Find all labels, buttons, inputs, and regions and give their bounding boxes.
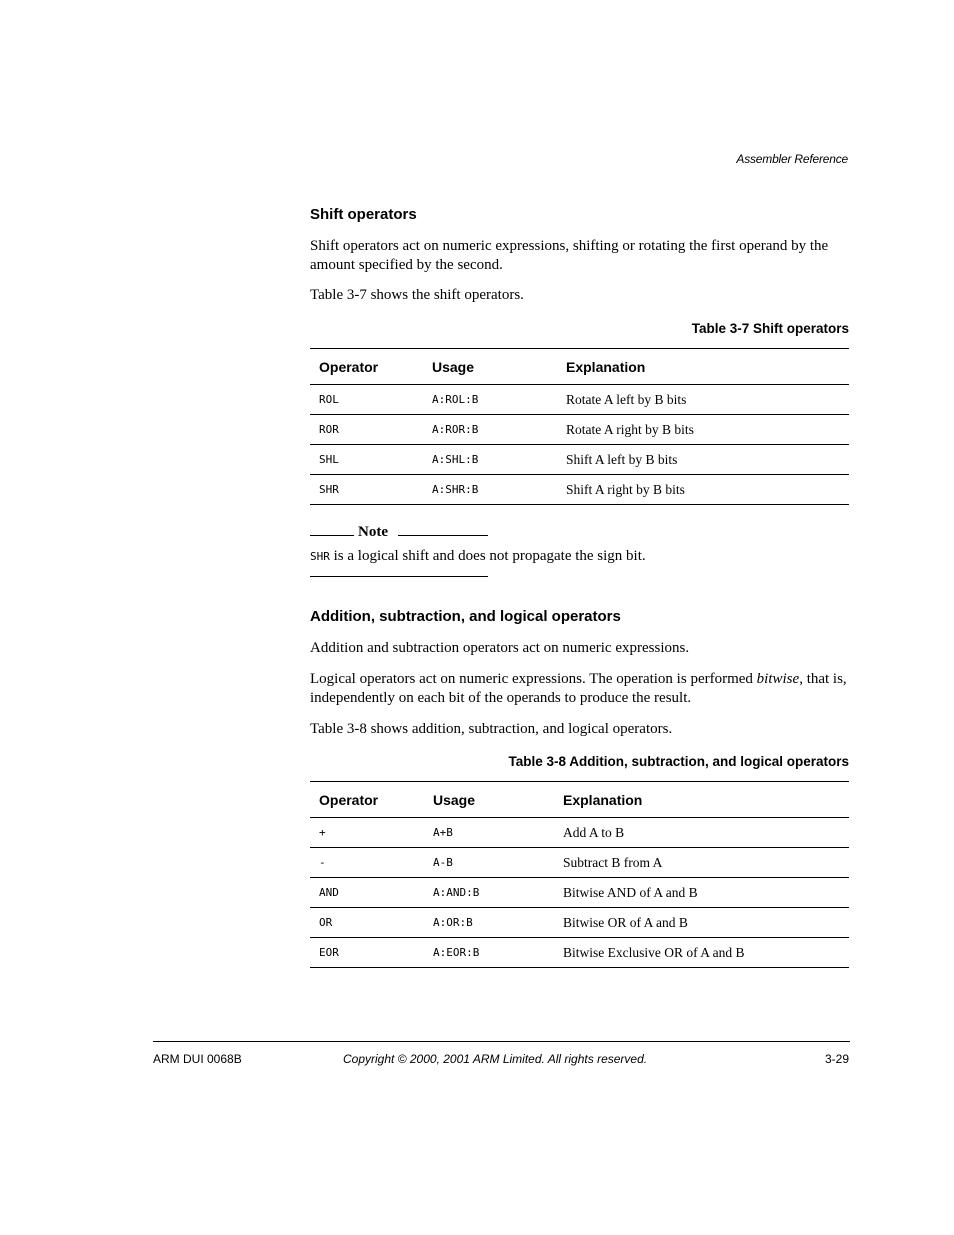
explanation-cell: Add A to B [554, 818, 849, 848]
usage-cell: A-B [424, 848, 554, 878]
column-header-operator: Operator [310, 782, 424, 818]
operator-cell: SHR [310, 475, 423, 505]
table-row [310, 415, 849, 445]
operator-cell: - [310, 848, 424, 878]
operator-cell: EOR [310, 938, 424, 968]
column-header-explanation: Explanation [554, 782, 849, 818]
explanation-cell: Bitwise OR of A and B [554, 908, 849, 938]
operator-cell: ROR [310, 415, 423, 445]
usage-cell: A:ROL:B [423, 385, 557, 415]
table-row [310, 475, 849, 505]
operator-cell: ROL [310, 385, 423, 415]
note-code: SHR [310, 550, 330, 563]
note-rule-left [310, 535, 354, 536]
section-heading-shift-operators: Shift operators [310, 206, 417, 223]
table-row [310, 385, 849, 415]
addition-intro-paragraph: Addition and subtraction operators act on numeric expressions. [310, 640, 690, 656]
table-row [310, 445, 849, 475]
section-heading-logical-operators: Addition, subtraction, and logical operators [310, 608, 621, 625]
running-header: Assembler Reference [736, 152, 848, 166]
usage-cell: A:OR:B [424, 908, 554, 938]
explanation-cell: Bitwise Exclusive OR of A and B [554, 938, 849, 968]
explanation-cell: Rotate A right by B bits [557, 415, 849, 445]
table-row [310, 818, 849, 848]
operator-cell: + [310, 818, 424, 848]
operator-cell: AND [310, 878, 424, 908]
table-row [310, 848, 849, 878]
footer-copyright: Copyright © 2000, 2001 ARM Limited. All rights reserved. [343, 1052, 648, 1066]
explanation-cell: Shift A right by B bits [557, 475, 849, 505]
note-rule-right [398, 535, 488, 536]
table-row [310, 938, 849, 968]
logical-table-reference: Table 3-8 shows addition, subtraction, and logical operators. [310, 721, 673, 737]
shift-table-reference: Table 3-7 shows the shift operators. [310, 287, 524, 303]
note-label: Note [358, 524, 388, 540]
operator-cell: SHL [310, 445, 423, 475]
explanation-cell: Shift A left by B bits [557, 445, 849, 475]
logical-intro-paragraph [310, 670, 850, 708]
column-header-usage: Usage [424, 782, 554, 818]
column-header-explanation: Explanation [557, 349, 849, 385]
table-3-7-caption: Table 3-7 Shift operators [691, 321, 849, 336]
explanation-cell: Bitwise AND of A and B [554, 878, 849, 908]
footer-page-number: 3-29 [824, 1052, 849, 1066]
shift-intro-paragraph: Shift operators act on numeric expressions, shifting or rotating the first operand by the amount specified by the second. [310, 238, 829, 273]
table-3-8-caption: Table 3-8 Addition, subtraction, and logical operators [508, 754, 849, 769]
column-header-usage: Usage [423, 349, 557, 385]
logical-para-emphasis: bitwise [756, 671, 800, 687]
column-header-operator: Operator [310, 349, 423, 385]
footer-rule [153, 1041, 850, 1042]
usage-cell: A:SHL:B [423, 445, 557, 475]
logical-para-text-end: , that is, independently on each bit of the operands to produce the result. [310, 671, 847, 706]
usage-cell: A:EOR:B [424, 938, 554, 968]
usage-cell: A+B [424, 818, 554, 848]
table-row [310, 878, 849, 908]
note-text [310, 547, 850, 566]
logical-operators-table [310, 781, 849, 968]
operator-cell: OR [310, 908, 424, 938]
explanation-cell: Rotate A left by B bits [557, 385, 849, 415]
usage-cell: A:SHR:B [423, 475, 557, 505]
table-row [310, 908, 849, 938]
note-rule-bottom [310, 576, 488, 577]
table-header-row [310, 782, 849, 818]
table-header-row [310, 349, 849, 385]
usage-cell: A:AND:B [424, 878, 554, 908]
shift-operators-table [310, 348, 849, 505]
explanation-cell: Subtract B from A [554, 848, 849, 878]
usage-cell: A:ROR:B [423, 415, 557, 445]
note-body: is a logical shift and does not propagate the sign bit. [329, 548, 646, 564]
footer-doc-id: ARM DUI 0068B [153, 1052, 242, 1066]
logical-para-text: Logical operators act on numeric expressions. The operation is performed [310, 671, 757, 687]
